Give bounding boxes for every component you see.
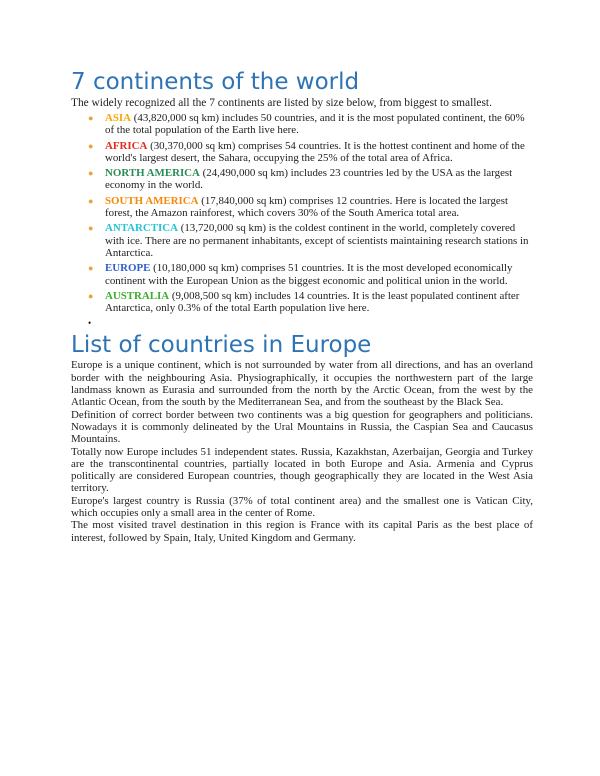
continent-description: (43,820,000 sq km) includes 50 countries, and it is the most populated continent, the 60% of the total population of the Earth live here. <box>105 112 525 137</box>
continent-description: (10,180,000 sq km) comprises 51 countries. It is the most developed economically continent with the European Union as the biggest economic and political union in the world. <box>105 262 513 287</box>
bullet-icon: ● <box>88 263 94 274</box>
document-page <box>71 68 533 544</box>
list-item-antarctica <box>71 222 533 259</box>
continent-name: AUSTRALIA <box>105 289 170 302</box>
continent-name: EUROPE <box>105 262 151 275</box>
bullet-icon: ● <box>88 195 94 206</box>
paragraph: Definition of correct border between two continents was a big question for geographers and politicians. Nowadays it is commonly delineated by the Ural Mountains in Russia, the Caspian Sea and Caucasus Mountains. <box>71 408 533 446</box>
list-item-empty <box>71 317 533 328</box>
list-item-asia <box>71 112 533 137</box>
paragraph: The most visited travel destination in this region is France with its capital Paris as the best place of interest, followed by Spain, Italy, United Kingdom and Germany. <box>71 519 533 544</box>
list-item-africa <box>71 140 533 165</box>
continent-name: SOUTH AMERICA <box>105 194 199 207</box>
continent-description: (30,370,000 sq km) comprises 54 countries. It is the hottest continent and home of the world's largest desert, the Sahara, occupying the 25% of the total area of Africa. <box>105 139 525 164</box>
continent-list <box>71 112 533 328</box>
paragraph: Europe is a unique continent, which is not surrounded by water from all directions, and has an overland border with the neighbouring Asia. Physiographically, it occupies the northwestern part of the large landmass known as Eurasia and surrounded from the north by the Arctic Ocean, from the west by the Atlantic Ocean, from the south by the Mediterranean Sea, and from the southeast by the Black Sea. <box>71 359 533 409</box>
continent-name: ASIA <box>105 112 132 124</box>
list-item-australia <box>71 290 533 315</box>
continent-description: (17,840,000 sq km) comprises 12 countries. Here is located the largest forest, the Amazon rainforest, which covers 30% of the South America total area. <box>105 194 509 220</box>
bullet-icon: ● <box>88 290 94 301</box>
paragraph: Europe's largest country is Russia (37% of total continent area) and the smallest one is Vatican City, which occupies only a small area in the center of Rome. <box>71 494 533 520</box>
heading-continents: 7 continents of the world <box>71 69 360 95</box>
list-item-europe <box>71 262 533 287</box>
continent-name: NORTH AMERICA <box>105 167 200 180</box>
continent-name: AFRICA <box>105 139 148 152</box>
continent-description: (13,720,000 sq km) is the coldest continent in the world, completely covered with ice. There are no permanent inhabitants, except of scientists maintaining research stations in Antarctica. <box>105 222 529 259</box>
bullet-icon: ● <box>88 168 94 179</box>
bullet-icon: • <box>88 318 92 329</box>
bullet-icon: ● <box>88 113 94 123</box>
list-item-north-america <box>71 167 533 192</box>
intro-text: The widely recognized all the 7 continents are listed by size below, from biggest to smallest. <box>71 97 492 109</box>
continent-name: ANTARCTICA <box>105 222 179 235</box>
bullet-icon: ● <box>88 140 94 151</box>
continent-description: (9,008,500 sq km) includes 14 countries. It is the least populated continent after Antarctica, only 0.3% of the total Earth population live here. <box>105 289 520 315</box>
heading-europe-countries: List of countries in Europe <box>71 332 372 359</box>
bullet-icon: ● <box>88 223 94 234</box>
paragraph: Totally now Europe includes 51 independent states. Russia, Kazakhstan, Azerbaijan, Georgia and Turkey are the transcontinental countries, partially located in both Europe and Asia. Armenia and Cyprus politically are considered European countries, though geographically they are located in the West Asia territory. <box>71 445 533 495</box>
continent-description: (24,490,000 sq km) includes 23 countries led by the USA as the largest economy in the world. <box>105 167 513 192</box>
list-item-south-america <box>71 195 533 220</box>
